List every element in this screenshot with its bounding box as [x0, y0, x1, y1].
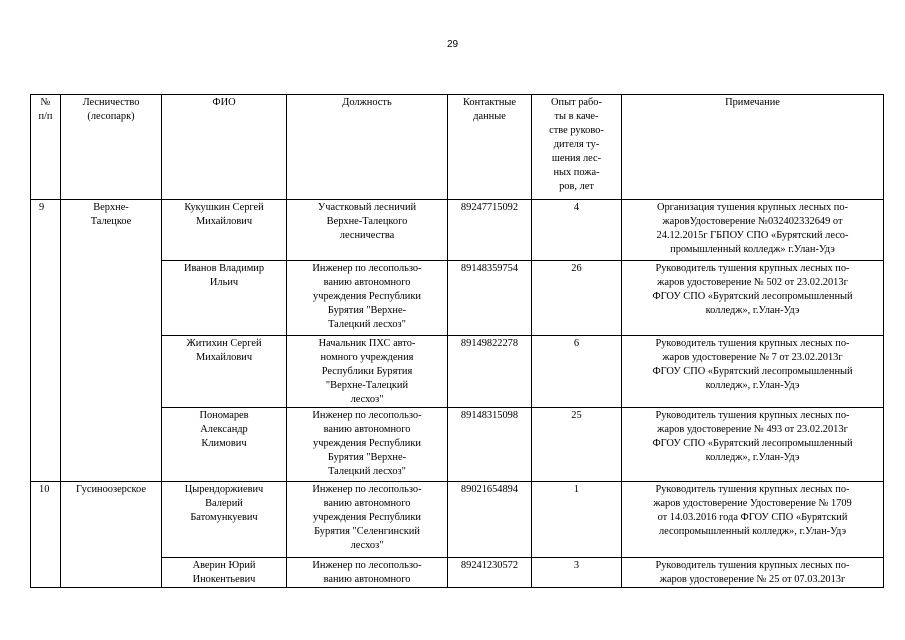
header-num: № п/п	[31, 95, 61, 200]
fio-cell: Цырендоржиевич Валерий Батомункуевич	[162, 482, 287, 558]
fio-cell: Пономарев Александр Климович	[162, 408, 287, 482]
note-cell: Руководитель тушения крупных лесных по- жаров удостоверение № 502 от 23.02.2013г ФГОУ СПО «Бурятский лесопромышленный колледж», г.Улан-Удэ	[622, 261, 884, 336]
group-forestry: Верхне- Талецкое	[61, 200, 162, 482]
experience-cell: 6	[532, 336, 622, 408]
header-contacts: Контактные данные	[448, 95, 532, 200]
group-number: 10	[31, 482, 61, 588]
table-row	[31, 200, 884, 261]
phone-cell: 89148359754	[448, 261, 532, 336]
phone-cell: 89021654894	[448, 482, 532, 558]
table-header-row	[31, 95, 884, 200]
position-cell: Участковый лесничий Верхне-Талецкого лесничества	[287, 200, 448, 261]
fio-cell: Кукушкин Сергей Михайлович	[162, 200, 287, 261]
forestry-staff-table	[30, 94, 884, 588]
group-forestry: Гусиноозерское	[61, 482, 162, 588]
position-cell: Инженер по лесопользо- ванию автономного учреждения Республики Бурятия "Верхне- Талецкий лесхоз"	[287, 261, 448, 336]
header-fio: ФИО	[162, 95, 287, 200]
phone-cell: 89247715092	[448, 200, 532, 261]
phone-cell: 89149822278	[448, 336, 532, 408]
position-cell: Инженер по лесопользо- ванию автономного учреждения Республики Бурятия "Верхне- Талецкий лесхоз"	[287, 408, 448, 482]
header-forestry: Лесничество (лесопарк)	[61, 95, 162, 200]
header-position: Должность	[287, 95, 448, 200]
experience-cell: 3	[532, 558, 622, 588]
fio-cell: Аверин Юрий Инокентьевич	[162, 558, 287, 588]
note-cell: Руководитель тушения крупных лесных по- жаров удостоверение Удостоверение № 1709 от 14.03.2016 года ФГОУ СПО «Бурятский лесопромышленный колледж», г.Улан-Удэ	[622, 482, 884, 558]
note-cell: Руководитель тушения крупных лесных по- жаров удостоверение № 25 от 07.03.2013г	[622, 558, 884, 588]
experience-cell: 25	[532, 408, 622, 482]
header-note: Примечание	[622, 95, 884, 200]
table-row	[31, 482, 884, 558]
experience-cell: 4	[532, 200, 622, 261]
phone-cell: 89148315098	[448, 408, 532, 482]
page-number: 29	[446, 39, 459, 50]
position-cell: Инженер по лесопользо- ванию автономного учреждения Республики Бурятия "Селенгинский лесхоз"	[287, 482, 448, 558]
note-cell: Руководитель тушения крупных лесных по- жаров удостоверение № 493 от 23.02.2013г ФГОУ СПО «Бурятский лесопромышленный колледж», г.Улан-Удэ	[622, 408, 884, 482]
position-cell: Начальник ПХС авто- номного учреждения Республики Бурятия "Верхне-Талецкий лесхоз"	[287, 336, 448, 408]
position-cell: Инженер по лесопользо- ванию автономного	[287, 558, 448, 588]
fio-cell: Иванов Владимир Ильич	[162, 261, 287, 336]
fio-cell: Житихин Сергей Михайлович	[162, 336, 287, 408]
experience-cell: 26	[532, 261, 622, 336]
header-experience: Опыт рабо- ты в каче- стве руково- дителя ту- шения лес- ных пожа- ров, лет	[532, 95, 622, 200]
group-number: 9	[31, 200, 61, 482]
note-cell: Организация тушения крупных лесных по- жаровУдостоверение №032402332649 от 24.12.2015г ГБПОУ СПО «Бурятский лесо- промышленный колледж» г.Улан-Удэ	[622, 200, 884, 261]
experience-cell: 1	[532, 482, 622, 558]
phone-cell: 89241230572	[448, 558, 532, 588]
note-cell: Руководитель тушения крупных лесных по- жаров удостоверение № 7 от 23.02.2013г ФГОУ СПО «Бурятский лесопромышленный колледж», г.Улан-Удэ	[622, 336, 884, 408]
